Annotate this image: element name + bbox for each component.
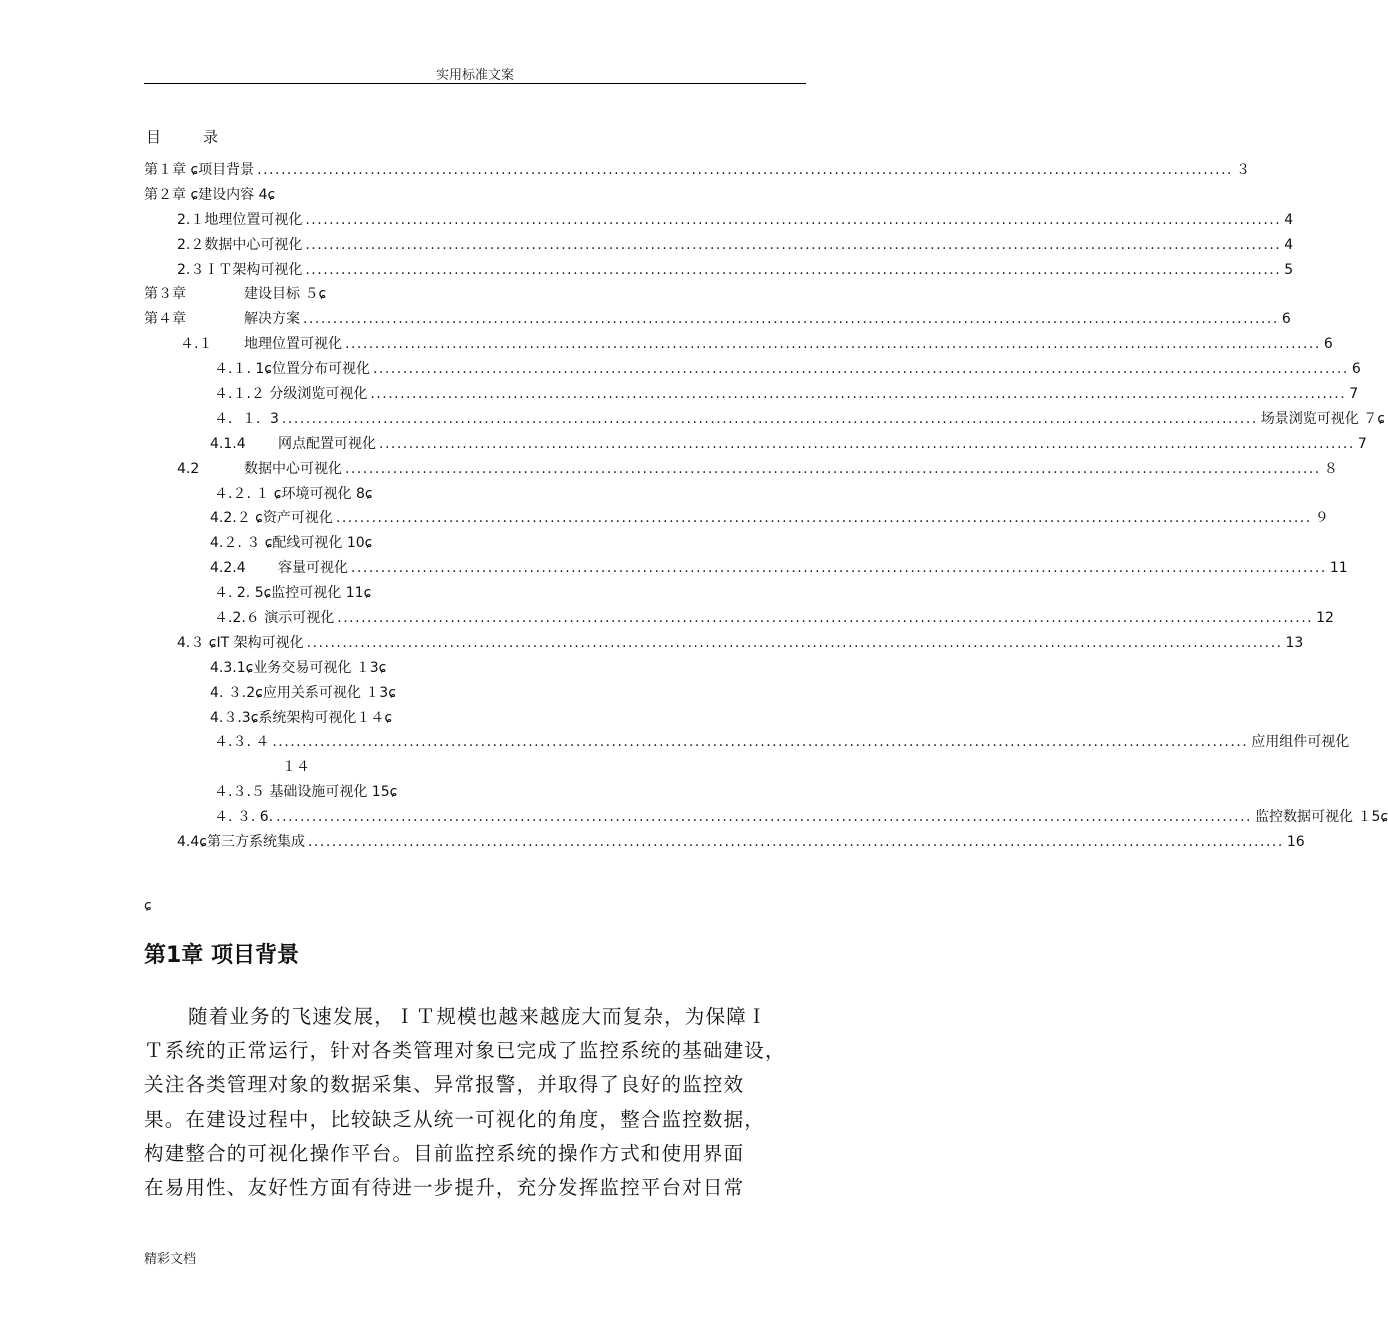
- toc-page: 7: [1349, 386, 1359, 403]
- toc-entry[interactable]: 4.2.２ ɕ资产可视化 .................................................................................................................................................................... ９: [144, 506, 806, 531]
- toc-page: 11: [1329, 560, 1348, 577]
- toc-page: 7: [1357, 435, 1367, 452]
- toc-entry[interactable]: 4.2 数据中心可视化 .................................................................................................................................................................... ８: [144, 457, 806, 482]
- toc-leader: ....................................................................................................................................................................: [307, 834, 1284, 851]
- toc-leader: ....................................................................................................................................................................: [335, 510, 1312, 527]
- toc-page: 6: [1351, 361, 1361, 378]
- body-line: 在易用性、友好性方面有待进一步提升，充分发挥监控平台对日常: [144, 1176, 745, 1200]
- toc-page: ９: [1314, 510, 1329, 527]
- toc-leader: ....................................................................................................................................................................: [276, 809, 1253, 826]
- toc-page: 12: [1316, 610, 1334, 627]
- toc-entry[interactable]: 4.4ɕ第三方系统集成 .................................................................................................................................................................... 16: [144, 830, 806, 855]
- toc-entry[interactable]: 第１章 ɕ项目背景 .................................................................................................................................................................... ３: [144, 158, 806, 183]
- toc-entry[interactable]: ４.３.５ 基础设施可视化 15ɕ: [214, 784, 398, 801]
- toc-entry[interactable]: ４.2.６ 演示可视化 .................................................................................................................................................................... 12: [144, 606, 806, 631]
- toc-entry[interactable]: ４.１. 1ɕ位置分布可视化 .................................................................................................................................................................... 6: [144, 357, 806, 382]
- toc-page-text: 场景浏览可视化 ７ɕ: [1260, 410, 1385, 427]
- toc-entry[interactable]: ４.２. １ ɕ环境可视化 8ɕ: [214, 485, 373, 502]
- toc-page: 4: [1284, 211, 1294, 228]
- toc-leader: ....................................................................................................................................................................: [305, 211, 1282, 228]
- toc-entry[interactable]: ４. ３. 6. .................................................................................................................................................................... 监控数据可视化 １5ɕ: [144, 805, 806, 830]
- toc-page: 4: [1284, 236, 1294, 253]
- toc-entry[interactable]: ４.３. ４ .................................................................................................................................................................... 应用组件可视化: [144, 730, 806, 755]
- body-line: Ｔ系统的正常运行，针对各类管理对象已完成了监控系统的基础建设，: [144, 1039, 786, 1063]
- toc-leader: ....................................................................................................................................................................: [351, 560, 1327, 577]
- toc-entry[interactable]: 第４章 解决方案 .................................................................................................................................................................... 6: [144, 307, 806, 332]
- toc-leader: ....................................................................................................................................................................: [281, 410, 1258, 427]
- toc-page: 16: [1286, 834, 1305, 851]
- chapter-body: [144, 1000, 806, 1205]
- toc-entry[interactable]: 第２章 ɕ建设内容 4ɕ: [144, 186, 276, 203]
- toc-leader: ....................................................................................................................................................................: [345, 460, 1321, 477]
- toc-entry[interactable]: 4.３ ɕIT 架构可视化 .................................................................................................................................................................... 13: [144, 631, 806, 656]
- toc-entry[interactable]: 4.３.3ɕ系统架构可视化１４ɕ: [210, 709, 393, 726]
- paragraph-mark: ɕ: [144, 898, 152, 914]
- toc-leader: ....................................................................................................................................................................: [370, 386, 1347, 403]
- toc-leader: ....................................................................................................................................................................: [305, 236, 1282, 253]
- body-line: 关注各类管理对象的数据采集、异常报警，并取得了良好的监控效: [144, 1073, 745, 1097]
- toc-entry[interactable]: ４．１．3 .................................................................................................................................................................... 场景浏览可视化 ７ɕ: [144, 407, 806, 432]
- toc-entry[interactable]: 2.２数据中心可视化 .................................................................................................................................................................... 4: [144, 233, 806, 258]
- toc-entry[interactable]: ４. 2. 5ɕ监控可视化 11ɕ: [214, 585, 372, 602]
- toc-entry[interactable]: 4.1.4 网点配置可视化 .................................................................................................................................................................... 7: [144, 432, 806, 457]
- header-rule: [144, 83, 806, 84]
- toc-page: 6: [1281, 311, 1291, 328]
- chapter-heading: 第1章 项目背景: [144, 943, 299, 968]
- toc-entry[interactable]: 4.２. ３ ɕ配线可视化 10ɕ: [210, 535, 373, 552]
- toc-leader: ....................................................................................................................................................................: [372, 361, 1349, 378]
- toc-entry[interactable]: 4.3.1ɕ业务交易可视化 １3ɕ: [210, 659, 387, 676]
- toc-leader: ....................................................................................................................................................................: [272, 734, 1249, 751]
- toc-entry[interactable]: 第３章 建设目标 ５ɕ: [144, 286, 327, 303]
- toc-leader: ....................................................................................................................................................................: [345, 336, 1321, 353]
- toc-page-text: 应用组件可视化: [1251, 734, 1350, 751]
- toc-entry[interactable]: ４.１.２ 分级浏览可视化 .................................................................................................................................................................... 7: [144, 382, 806, 407]
- table-of-contents: [144, 158, 1388, 855]
- toc-entry[interactable]: 4. ３.2ɕ应用关系可视化 １3ɕ: [210, 684, 396, 701]
- toc-leader: ....................................................................................................................................................................: [379, 435, 1355, 452]
- toc-page: ３: [1236, 162, 1250, 178]
- toc-entry[interactable]: ４.１ 地理位置可视化 .................................................................................................................................................................... 6: [144, 332, 806, 357]
- toc-page: 5: [1284, 261, 1294, 278]
- body-line: 构建整合的可视化操作平台。目前监控系统的操作方式和使用界面: [144, 1141, 745, 1165]
- toc-entry[interactable]: 2.１地理位置可视化 .................................................................................................................................................................... 4: [144, 208, 806, 233]
- page-footer: 精彩文档: [144, 1252, 197, 1267]
- body-line: 果。在建设过程中，比较缺乏从统一可视化的角度，整合监控数据，: [144, 1107, 766, 1131]
- toc-leader: ....................................................................................................................................................................: [257, 162, 1233, 178]
- toc-page: 13: [1285, 634, 1304, 651]
- toc-entry[interactable]: 2.３ＩＴ架构可视化 .................................................................................................................................................................... 5: [144, 258, 806, 283]
- toc-leader: ....................................................................................................................................................................: [305, 261, 1282, 278]
- body-line: 随着业务的飞速发展，ＩＴ规模也越来越庞大而复杂，为保障Ｉ: [188, 1005, 768, 1028]
- toc-leader: ....................................................................................................................................................................: [306, 634, 1283, 651]
- toc-leader: ....................................................................................................................................................................: [337, 610, 1314, 627]
- page-header: 实用标准文案: [435, 68, 514, 83]
- toc-page: ８: [1323, 460, 1338, 477]
- toc-entry[interactable]: 4.2.4 容量可视化 .................................................................................................................................................................... 11: [144, 556, 806, 581]
- toc-title: 目录: [146, 128, 261, 146]
- toc-page: 6: [1323, 336, 1333, 353]
- toc-leader: ....................................................................................................................................................................: [303, 311, 1279, 328]
- toc-entry-continuation: １４: [282, 759, 310, 776]
- toc-page-text: 监控数据可视化 １5ɕ: [1255, 809, 1388, 826]
